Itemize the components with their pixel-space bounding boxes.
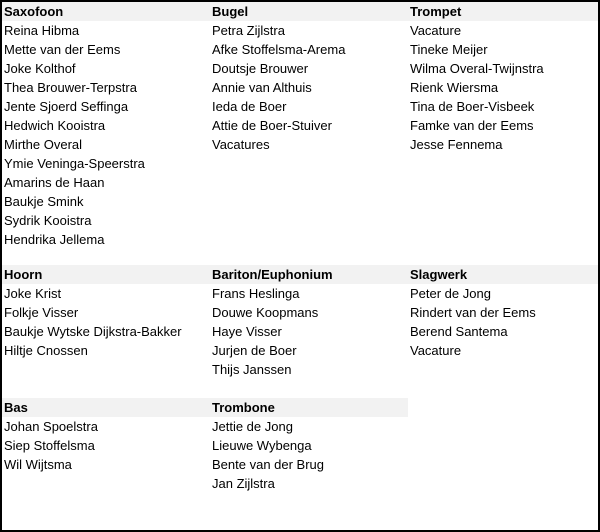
member-name: Thea Brouwer-Terpstra (4, 80, 137, 95)
member-name: Joke Krist (4, 286, 62, 301)
member-name: Afke Stoffelsma-Arema (212, 42, 346, 57)
member-name: Attie de Boer-Stuiver (212, 118, 332, 133)
member-name: Siep Stoffelsma (4, 438, 95, 453)
member-name: Hendrika Jellema (4, 232, 105, 247)
member-name: Lieuwe Wybenga (212, 438, 312, 453)
section-list-trompet (408, 21, 544, 154)
member-name: Ieda de Boer (212, 99, 287, 114)
member-name: Mette van der Eems (4, 42, 121, 57)
member-name: Thijs Janssen (212, 362, 292, 377)
member-name: Doutsje Brouwer (212, 61, 309, 76)
section-list-hoorn (2, 284, 182, 360)
section-list-bugel (210, 21, 345, 154)
section-header-trombone: Trombone (210, 398, 408, 417)
member-name: Famke van der Eems (410, 118, 534, 133)
section-list-slagwerk (408, 284, 536, 360)
member-name: Johan Spoelstra (4, 419, 98, 434)
section-header-slagwerk: Slagwerk (408, 265, 598, 284)
section-header-bariton-euphonium: Bariton/Euphonium (210, 265, 408, 284)
member-name: Frans Heslinga (212, 286, 300, 301)
member-name: Mirthe Overal (4, 137, 83, 152)
member-name: Sydrik Kooistra (4, 213, 92, 228)
member-name: Reina Hibma (4, 23, 80, 38)
section-header-hoorn: Hoorn (2, 265, 210, 284)
member-name: Vacature (410, 23, 462, 38)
member-name: Berend Santema (410, 324, 508, 339)
member-name: Amarins de Haan (4, 175, 105, 190)
member-name: Vacatures (212, 137, 270, 152)
member-name: Rienk Wiersma (410, 80, 499, 95)
member-name: Wilma Overal-Twijnstra (410, 61, 544, 76)
section-header-bas: Bas (2, 398, 210, 417)
member-name: Jurjen de Boer (212, 343, 297, 358)
member-name: Wil Wijtsma (4, 457, 72, 472)
section-list-trombone (210, 417, 324, 493)
member-name: Baukje Smink (4, 194, 84, 209)
member-name: Vacature (410, 343, 462, 358)
member-name: Tina de Boer-Visbeek (410, 99, 535, 114)
member-name: Peter de Jong (410, 286, 491, 301)
member-name: Hiltje Cnossen (4, 343, 88, 358)
member-name: Rindert van der Eems (410, 305, 536, 320)
member-name: Jente Sjoerd Seffinga (4, 99, 129, 114)
member-name: Joke Kolthof (4, 61, 76, 76)
section-list-bariton-euphonium (210, 284, 318, 379)
member-name: Baukje Wytske Dijkstra-Bakker (4, 324, 182, 339)
section-header-saxofoon: Saxofoon (2, 2, 210, 21)
member-name: Hedwich Kooistra (4, 118, 106, 133)
section-header-bugel: Bugel (210, 2, 408, 21)
member-name: Folkje Visser (4, 305, 79, 320)
member-name: Ymie Veninga-Speerstra (4, 156, 145, 171)
member-name: Bente van der Brug (212, 457, 325, 472)
member-name: Jesse Fennema (410, 137, 503, 152)
member-name: Tineke Meijer (410, 42, 488, 57)
member-name: Douwe Koopmans (212, 305, 319, 320)
member-name: Haye Visser (212, 324, 282, 339)
member-name: Jan Zijlstra (212, 476, 275, 491)
section-header-trompet: Trompet (408, 2, 598, 21)
section-list-saxofoon (2, 21, 145, 249)
member-name: Jettie de Jong (212, 419, 293, 434)
member-name: Annie van Althuis (212, 80, 312, 95)
section-list-bas (2, 417, 98, 474)
member-name: Petra Zijlstra (212, 23, 285, 38)
